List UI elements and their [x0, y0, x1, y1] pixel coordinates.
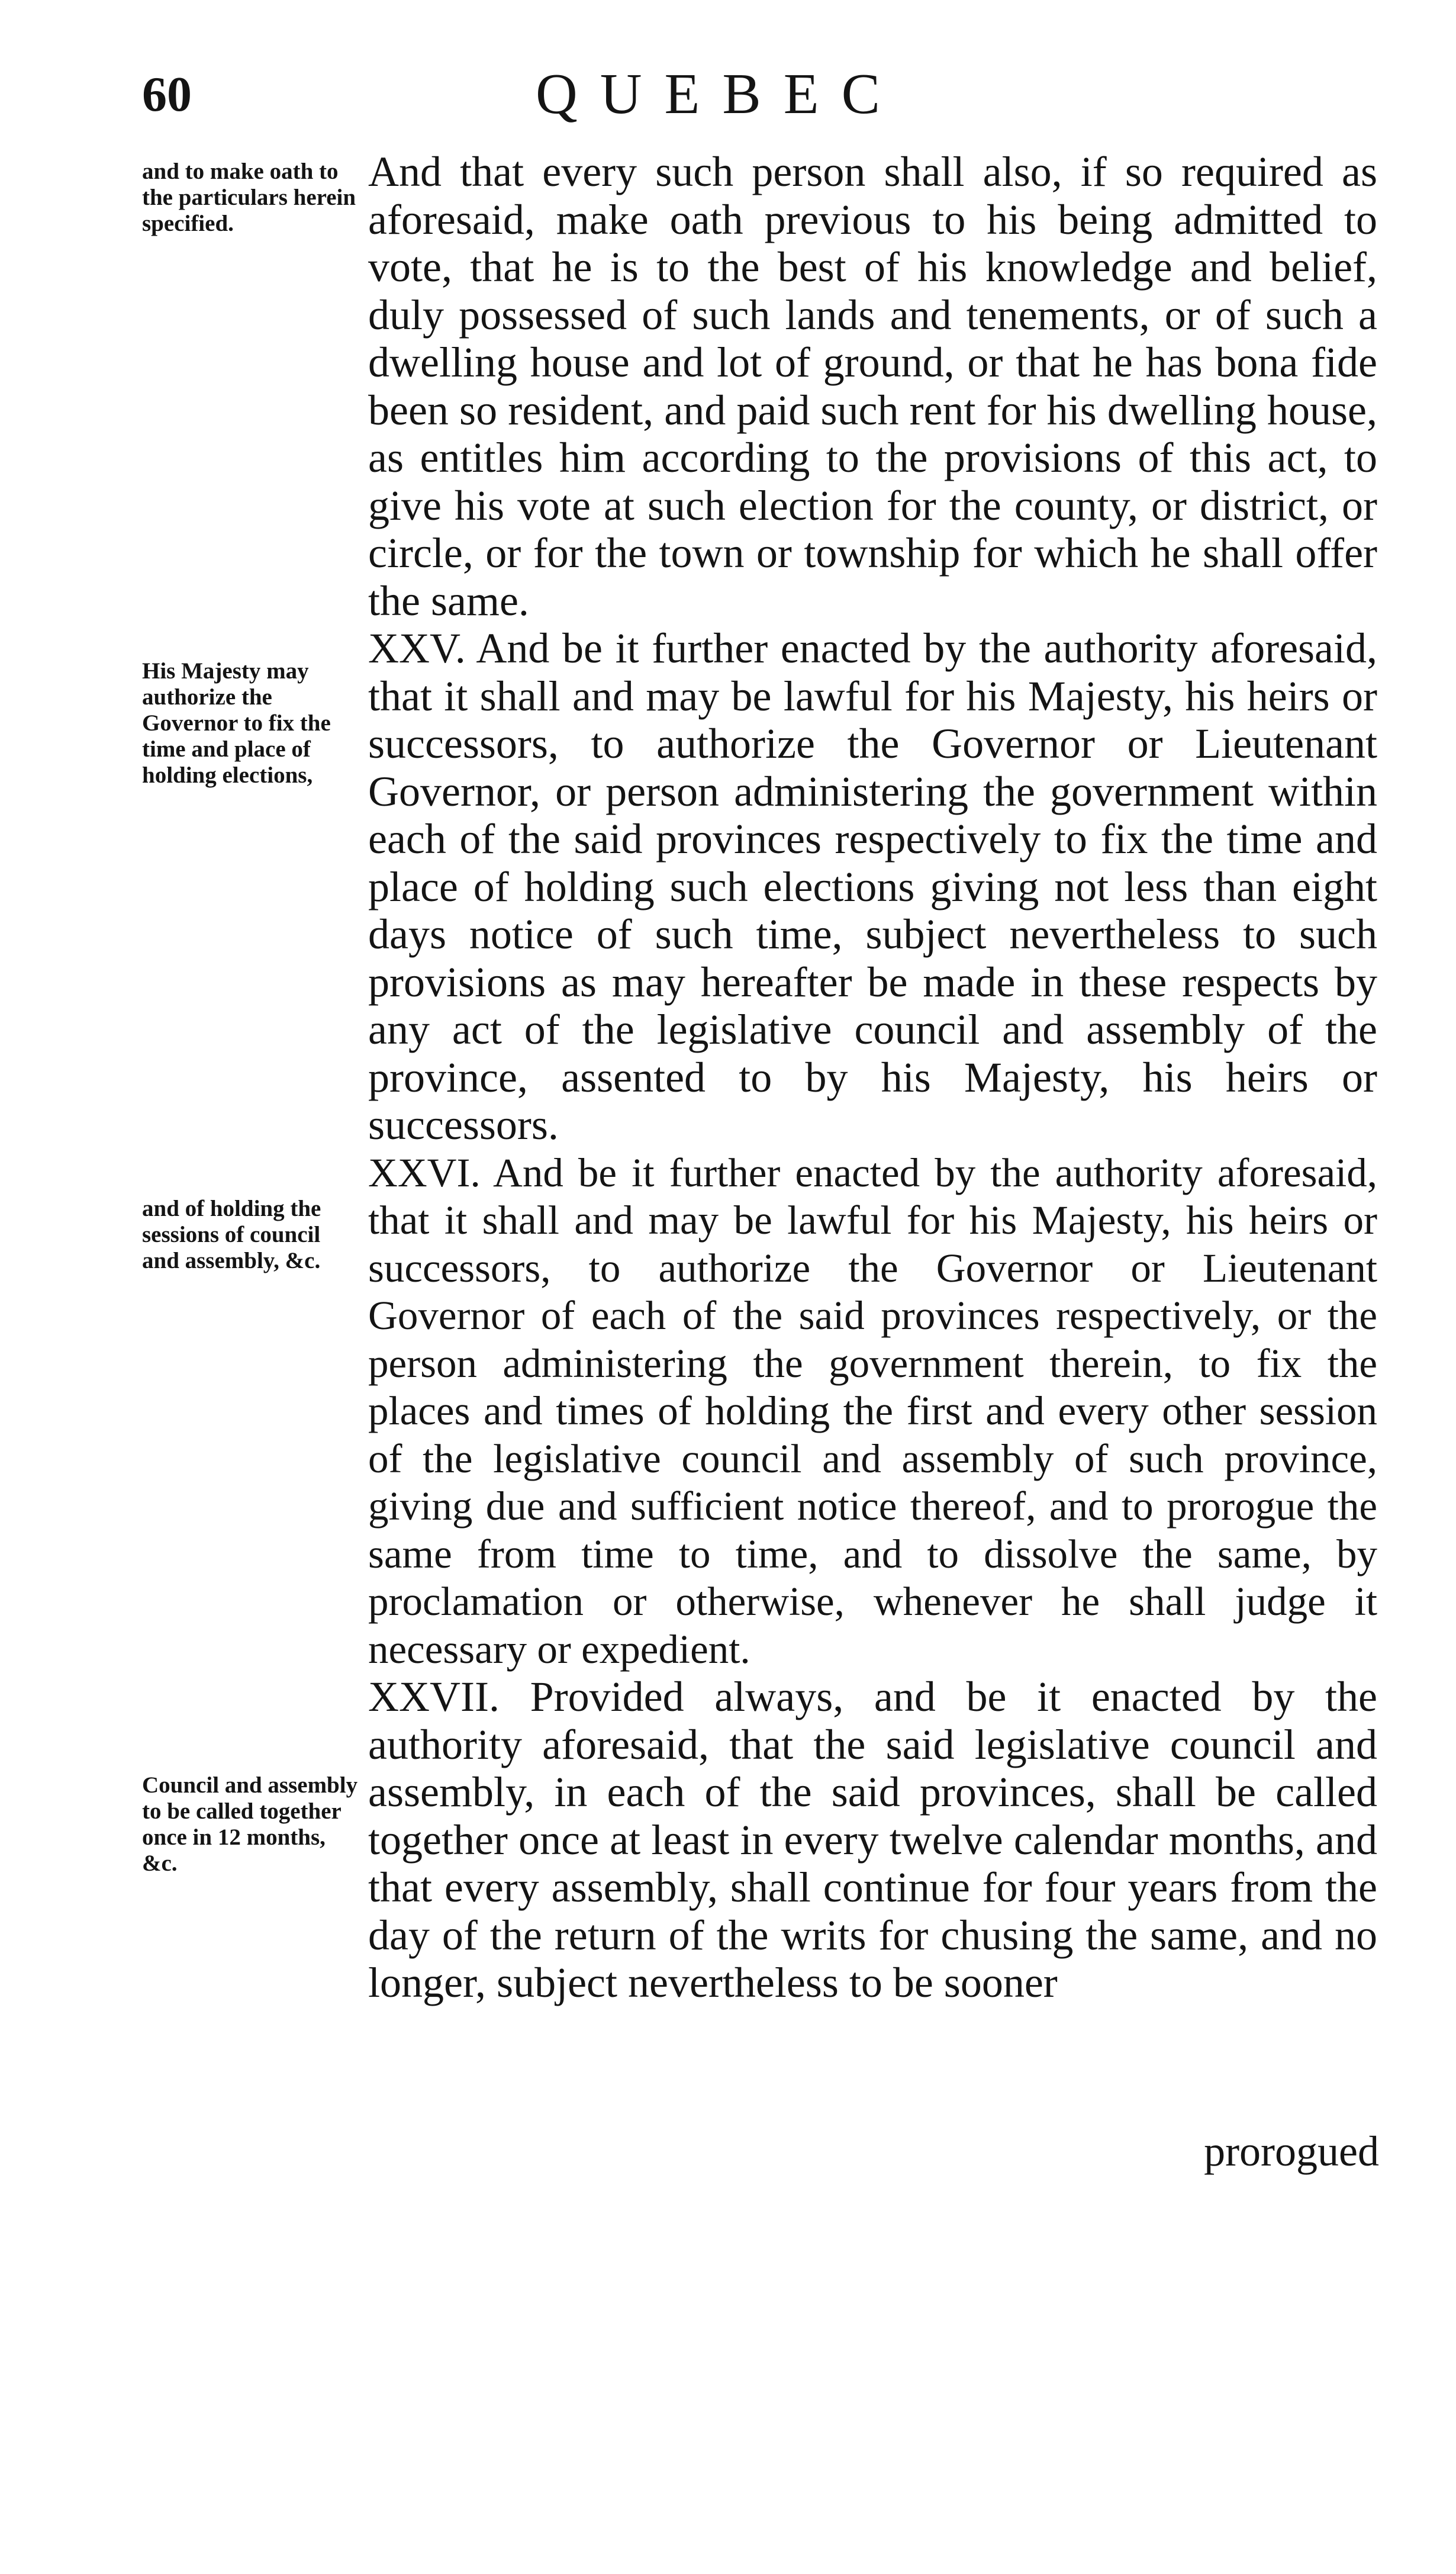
running-head: QUEBEC	[536, 62, 903, 126]
margin-note-sessions: and of holding the sessions of council and assembly, &c.	[142, 1196, 321, 1273]
catchword: prorogued	[1204, 2128, 1379, 2175]
margin-note-council-assembly: Council and assembly to be called together once in 12 months, &c.	[142, 1772, 358, 1876]
paragraph-oath: And that every such person shall also, if so required as aforesaid, make oath previous to his being admitted to vote, that he is to the best of his knowledge and belief, duly possessed of such lands and tenements, or of such a dwelling house and lot of ground, or that he has bona fide been so resident, and paid such rent for his dwelling house, as entitles him according to the provisions of this act, to give his vote at such election for the county, or district, or circle, or for the town or township for which he shall offer the same.	[368, 148, 1377, 625]
paragraph-xxvii: XXVII. Provided always, and be it enacted by the authority aforesaid, that the said legislative council and assembly, in each of the said provinces, shall be called together once at least in every twelve calendar months, and that every assembly, shall continue for four years from the day of the return of the writs for chusing the same, and no longer, subject nevertheless to be sooner	[368, 1673, 1377, 2006]
paragraph-xxvi: XXVI. And be it further enacted by the authority aforesaid, that it shall and may be lawful for his Majesty, his heirs or successors, to authorize the Governor or Lieutenant Governor of each of the said provinces respectively, or the person administering the government therein, to fix the places and times of holding the first and every other session of the legislative council and assembly of such province, giving due and sufficient notice thereof, and to prorogue the same from time to time, and to dissolve the same, by proclamation or otherwise, whenever he shall judge it necessary or expedient.	[368, 1150, 1377, 1672]
margin-note-elections: His Majesty may authorize the Governor to fix the time and place of holding elections,	[142, 658, 331, 788]
paragraph-xxv: XXV. And be it further enacted by the authority aforesaid, that it shall and may be lawful for his Majesty, his heirs or successors, to authorize the Governor or Lieutenant Governor, or person administering the government within each of the said provinces respectively to fix the time and place of holding such elections giving not less than eight days notice of such time, subject nevertheless to such provisions as may hereafter be made in these respects by any act of the legislative council and assembly of the province, assented to by his Majesty, his heirs or successors.	[368, 625, 1377, 1148]
page-number: 60	[142, 67, 192, 122]
body-text	[368, 148, 1377, 2007]
margin-note-oath: and to make oath to the particulars herein specified.	[142, 159, 356, 236]
